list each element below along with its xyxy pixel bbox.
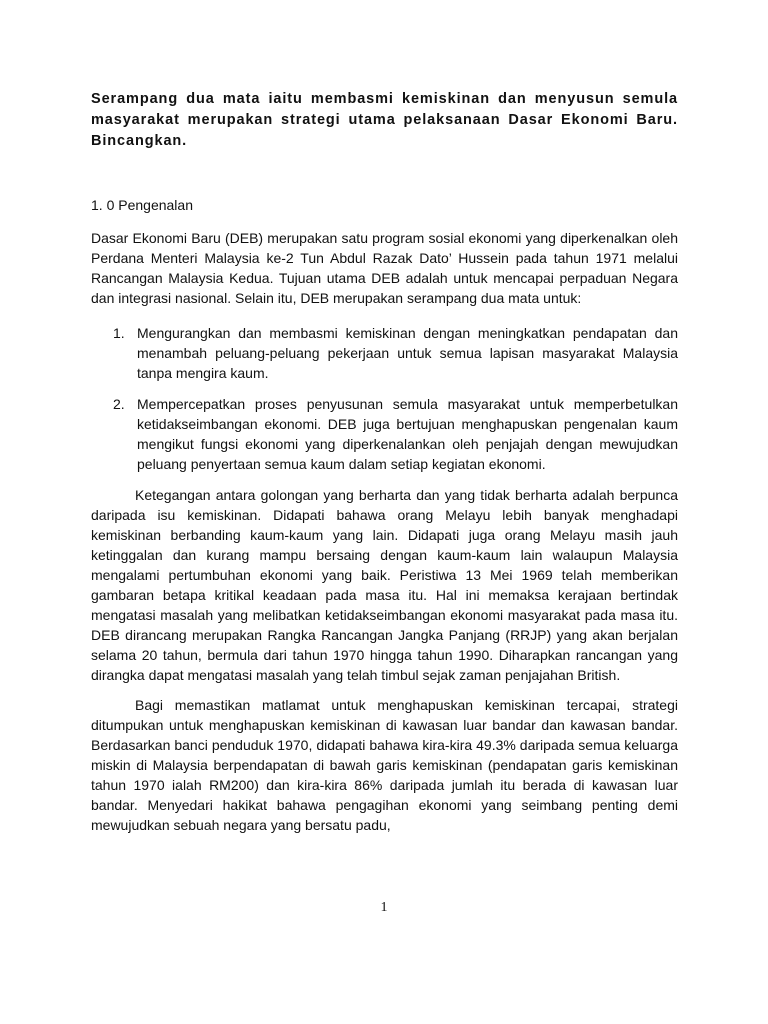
list-item-text: Mempercepatkan proses penyusunan semula masyarakat untuk memperbetulkan ketidakseimbangan ekonomi. DEB juga bertujuan menghapuskan pengenalan kaum mengikut fungsi ekonomi yang diperkenalankan oleh penjajah dengan mewujudkan peluang penyertaan semua kaum dalam setiap kegiatan ekonomi. — [137, 396, 678, 472]
intro-paragraph: Dasar Ekonomi Baru (DEB) merupakan satu program sosial ekonomi yang diperkenalkan oleh Perdana Menteri Malaysia ke-2 Tun Abdul Razak Dato’ Hussein pada tahun 1971 melalui Rancangan Malaysia Kedua. Tujuan utama DEB adalah untuk mencapai perpaduan Negara dan integrasi nasional. Selain itu, DEB merupakan serampang dua mata untuk: — [91, 230, 678, 306]
list-item-number: 2. — [113, 396, 125, 412]
list-item-number: 1. — [113, 325, 125, 341]
document-body — [91, 89, 678, 835]
objectives-list — [91, 323, 678, 474]
page-number: 1 — [380, 900, 388, 915]
body-paragraph-3: Bagi memastikan matlamat untuk menghapuskan kemiskinan tercapai, strategi ditumpukan untuk menghapuskan kemiskinan di kawasan luar bandar dan kawasan bandar. Berdasarkan banci penduduk 1970, didapati bahawa kira-kira 49.3% daripada semua keluarga miskin di Malaysia berpendapatan di bawah garis kemiskinan (pendapatan garis kemiskinan tahun 1970 ialah RM200) dan kira-kira 86% daripada jumlah itu berada di kawasan luar bandar. Menyedari hakikat bahawa pengagihan ekonomi yang seimbang penting demi mewujudkan sebuah negara yang bersatu padu, — [91, 697, 678, 833]
section-heading: 1. 0 Pengenalan — [91, 197, 193, 213]
essay-question-title: Serampang dua mata iaitu membasmi kemiskinan dan menyusun semula masyarakat merupakan strategi utama pelaksanaan Dasar Ekonomi Baru. Bincangkan. — [91, 91, 678, 149]
list-item — [91, 323, 678, 383]
list-item — [91, 394, 678, 474]
body-paragraph-2: Ketegangan antara golongan yang berharta dan yang tidak berharta adalah berpunca daripada isu kemiskinan. Didapati bahawa orang Melayu lebih banyak menghadapi kemiskinan berbanding kaum-kaum yang lain. Didapati juga orang Melayu masih jauh ketinggalan dan kurang mampu bersaing dengan kaum-kaum lain walaupun Malaysia mengalami pertumbuhan ekonomi yang baik. Peristiwa 13 Mei 1969 telah memberikan gambaran betapa kritikal keadaan pada masa itu. Hal ini memaksa kerajaan bertindak mengatasi masalah yang melibatkan ketidakseimbangan ekonomi masyarakat pada masa itu. DEB dirancang merupakan Rangka Rancangan Jangka Panjang (RRJP) yang akan berjalan selama 20 tahun, bermula dari tahun 1970 hingga tahun 1990. Diharapkan rancangan yang dirangka dapat mengatasi masalah yang telah timbul sejak zaman penjajahan British. — [91, 487, 678, 683]
list-item-text: Mengurangkan dan membasmi kemiskinan dengan meningkatkan pendapatan dan menambah peluang-peluang pekerjaan untuk semua lapisan masyarakat Malaysia tanpa mengira kaum. — [137, 325, 678, 381]
